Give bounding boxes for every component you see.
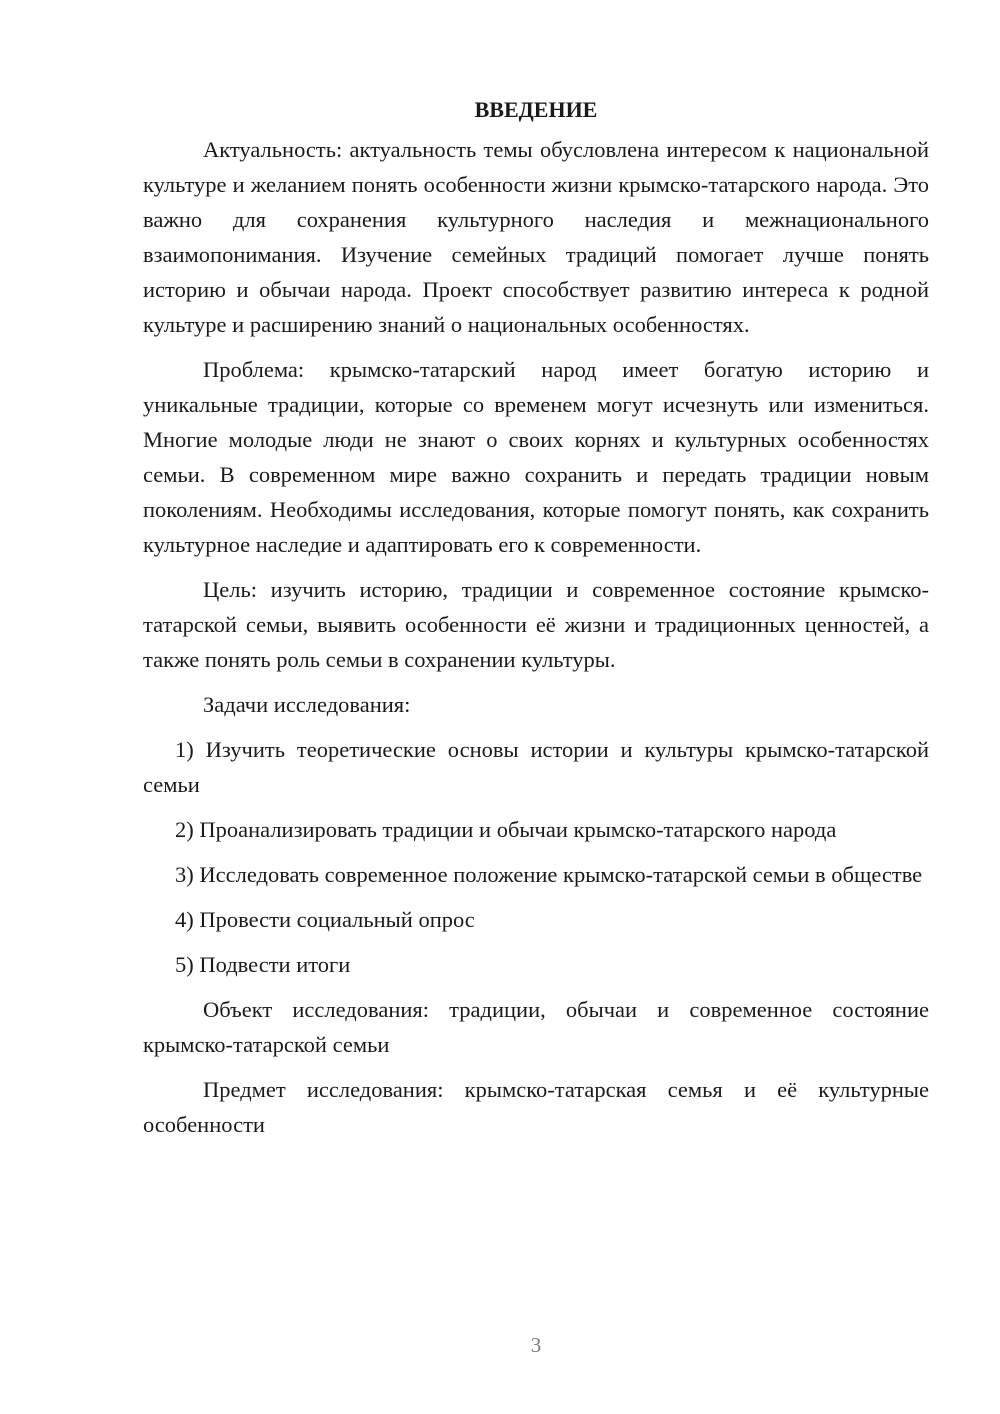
subject-paragraph: Предмет исследования: крымско-татарская семья и её культурные особенности xyxy=(143,1077,929,1137)
task-item: 3) Исследовать современное положение крымско-татарской семьи в обществе xyxy=(175,862,923,887)
tasks-heading: Задачи исследования: xyxy=(203,692,411,717)
object-paragraph: Объект исследования: традиции, обычаи и современное состояние крымско-татарской семьи xyxy=(143,997,929,1057)
task-item: 2) Проанализировать традиции и обычаи крымско-татарского народа xyxy=(175,817,837,842)
goal-paragraph: Цель: изучить историю, традиции и современное состояние крымско-татарской семьи, выявить особенности её жизни и традиционных ценностей, а также понять роль семьи в сохранении культуры. xyxy=(143,577,929,672)
tasks-list xyxy=(143,732,929,982)
page-number: 3 xyxy=(530,1333,542,1357)
task-item: 4) Провести социальный опрос xyxy=(175,907,475,932)
task-item: 5) Подвести итоги xyxy=(175,952,351,977)
relevance-paragraph: Актуальность: актуальность темы обусловлена интересом к национальной культуре и желанием понять особенности жизни крымско-татарского народа. Это важно для сохранения культурного наследия и межнационального взаимопонимания. Изучение семейных традиций помогает лучше понять историю и обычаи народа. Проект способствует развитию интереса к родной культуре и расширению знаний о национальных особенностях. xyxy=(143,137,929,337)
task-item: 1) Изучить теоретические основы истории и культуры крымско-татарской семьи xyxy=(143,737,929,797)
section-title: ВВЕДЕНИЕ xyxy=(474,97,598,122)
problem-paragraph: Проблема: крымско-татарский народ имеет богатую историю и уникальные традиции, которые со временем могут исчезнуть или измениться. Многие молодые люди не знают о своих корнях и культурных особенностях семьи. В современном мире важно сохранить и передать традиции новым поколениям. Необходимы исследования, которые помогут понять, как сохранить культурное наследие и адаптировать его к современности. xyxy=(143,357,929,557)
document-page xyxy=(143,92,929,1152)
